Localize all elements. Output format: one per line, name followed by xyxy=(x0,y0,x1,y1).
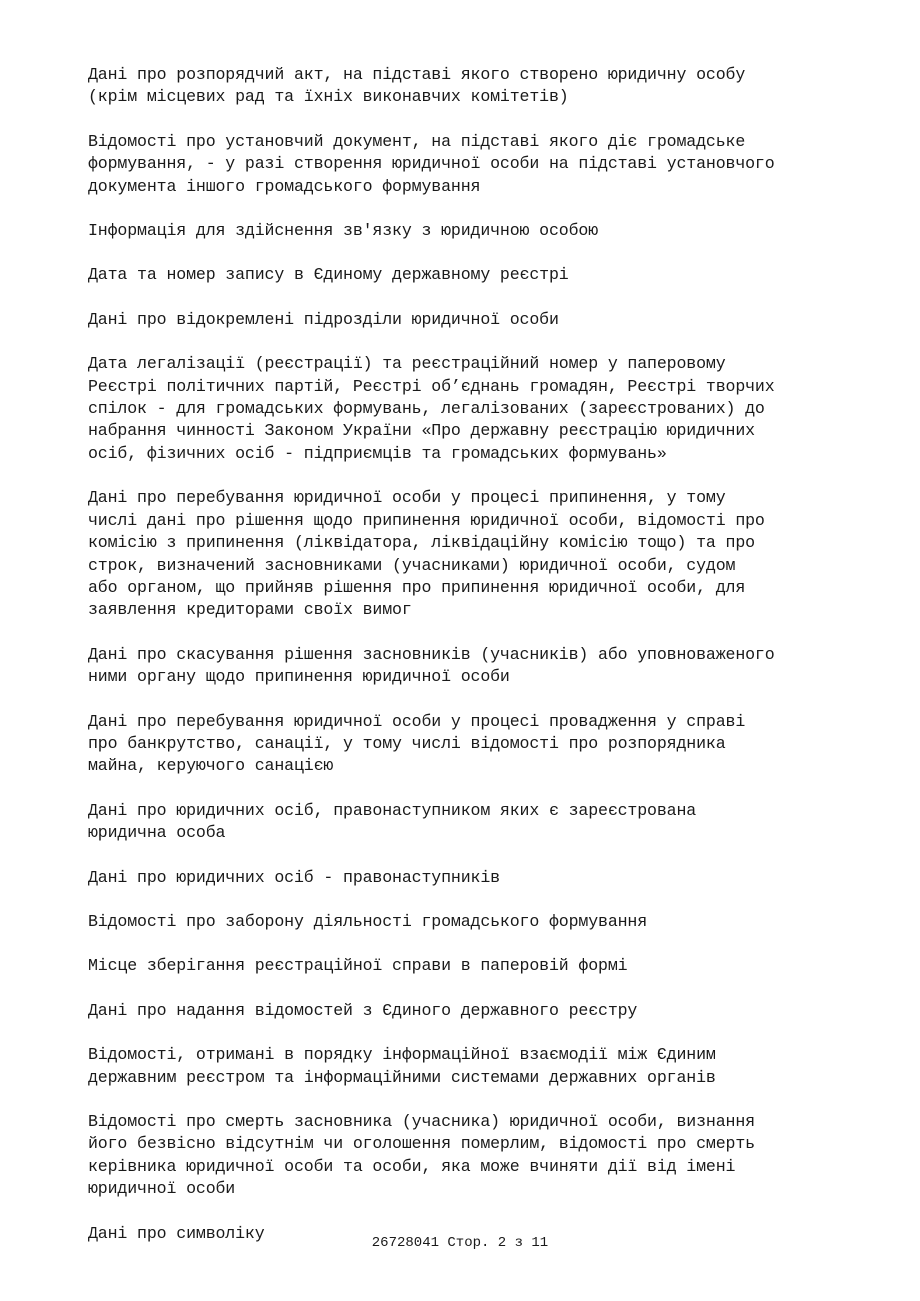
text-line: Дата та номер запису в Єдиному державному реєстрі xyxy=(88,265,569,285)
text-line: Дані про юридичних осіб - правонаступників xyxy=(88,867,500,887)
text-line: Дані про символіку xyxy=(88,1223,265,1243)
page-footer: 26728041 Стор. 2 з 11 xyxy=(371,1235,549,1251)
section-paper-file-storage xyxy=(88,955,878,977)
text-line: Інформація для здійснення зв'язку з юридичною особою xyxy=(88,221,599,241)
text-line: Дані про розпорядчий акт, на підставі якого створено юридичну особу xyxy=(88,65,746,84)
text-line: Відомості, отримані в порядку інформаційної взаємодії між Єдиним xyxy=(88,1045,716,1065)
text-line: Реєстрі політичних партій, Реєстрі об’єднань громадян, Реєстрі творчих xyxy=(88,376,775,396)
text-line: Відомості про установчий документ, на підставі якого діє громадське xyxy=(88,131,746,151)
text-line: набрання чинності Законом України «Про державну реєстрацію юридичних xyxy=(88,421,755,441)
text-line: Відомості про заборону діяльності громадського формування xyxy=(88,911,648,931)
text-line: Дані про відокремлені підрозділи юридичної особи xyxy=(88,309,559,329)
text-line: або органом, що прийняв рішення про припинення юридичної особи, для xyxy=(88,577,746,597)
text-line: Відомості про смерть засновника (учасника) юридичної особи, визнання xyxy=(88,1112,755,1131)
text-line: державним реєстром та інформаційними системами державних органів xyxy=(88,1067,716,1087)
text-line: документа іншого громадського формування xyxy=(88,176,481,196)
text-line: ними органу щодо припинення юридичної особи xyxy=(88,667,510,687)
text-line: осіб, фізичних осіб - підприємців та громадських формувань» xyxy=(88,443,667,463)
section-founding-document xyxy=(88,131,878,198)
section-administrative-act xyxy=(88,64,878,109)
text-line: Дані про перебування юридичної особи у процесі припинення, у тому xyxy=(88,488,726,508)
section-bankruptcy xyxy=(88,711,878,778)
text-line: заявлення кредиторами своїх вимог xyxy=(88,600,412,620)
section-register-extracts xyxy=(88,1000,878,1022)
section-successors xyxy=(88,867,878,889)
text-line: Дата легалізації (реєстрації) та реєстраційний номер у паперовому xyxy=(88,354,726,374)
text-line: комісію з припинення (ліквідатора, ліквідаційну комісію тощо) та про xyxy=(88,533,755,553)
text-line: Дані про перебування юридичної особи у процесі провадження у справі xyxy=(88,711,746,731)
text-line: формування, - у разі створення юридичної особи на підставі установчого xyxy=(88,154,775,174)
document-body xyxy=(88,64,878,1267)
text-line: числі дані про рішення щодо припинення юридичної особи, відомості про xyxy=(88,510,765,530)
section-contact-info xyxy=(88,220,878,242)
text-line: Дані про скасування рішення засновників (учасників) або уповноваженого xyxy=(88,644,775,664)
section-founder-death xyxy=(88,1111,878,1201)
section-info-exchange xyxy=(88,1044,878,1089)
text-line: Дані про надання відомостей з Єдиного державного реєстру xyxy=(88,1000,638,1020)
text-line: (крім місцевих рад та їхніх виконавчих комітетів) xyxy=(88,87,569,107)
section-predecessors xyxy=(88,800,878,845)
section-record-date-number xyxy=(88,264,878,286)
section-termination-process xyxy=(88,487,878,621)
text-line: керівника юридичної особи та особи, яка може вчиняти дії від імені xyxy=(88,1156,736,1176)
text-line: строк, визначений засновниками (учасниками) юридичної особи, судом xyxy=(88,555,736,575)
section-activity-ban xyxy=(88,911,878,933)
text-line: майна, керуючого санацією xyxy=(88,756,334,776)
section-separate-units xyxy=(88,309,878,331)
text-line: юридична особа xyxy=(88,823,226,843)
text-line: спілок - для громадських формувань, легалізованих (зареєстрованих) до xyxy=(88,399,765,419)
text-line: юридичної особи xyxy=(88,1179,236,1199)
text-line: його безвісно відсутнім чи оголошення померлим, відомості про смерть xyxy=(88,1134,755,1154)
section-termination-cancel xyxy=(88,644,878,689)
text-line: про банкрутство, санації, у тому числі відомості про розпорядника xyxy=(88,733,726,753)
section-legalization xyxy=(88,353,878,465)
text-line: Дані про юридичних осіб, правонаступником яких є зареєстрована xyxy=(88,800,697,820)
text-line: Місце зберігання реєстраційної справи в паперовій формі xyxy=(88,956,628,976)
